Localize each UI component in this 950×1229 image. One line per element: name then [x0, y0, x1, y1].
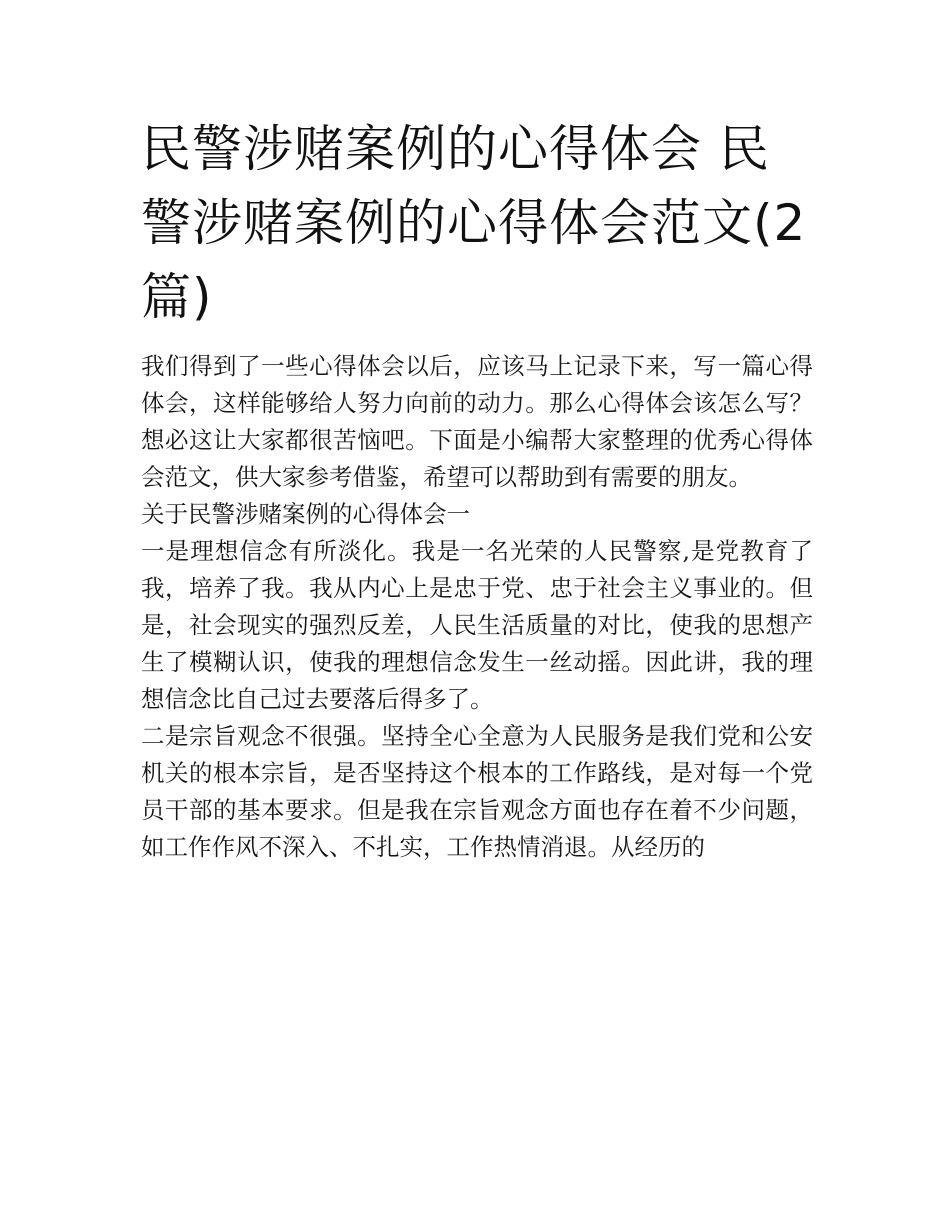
body-paragraph-1: 一是理想信念有所淡化。我是一名光荣的人民警察,是党教育了我，培养了我。我从内心上是忠于党、忠于社会主义事业的。但是，社会现实的强烈反差，人民生活质量的对比，使我的思想产生了模糊认识，使我的理想信念发生一丝动摇。因此讲，我的理想信念比自己过去要落后得多了。: [141, 537, 813, 713]
body-paragraph-2: 二是宗旨观念不很强。坚持全心全意为人民服务是我们党和公安机关的根本宗旨，是否坚持这个根本的工作路线，是对每一个党员干部的基本要求。但是我在宗旨观念方面也存在着不少问题，如工作作风不深入、不扎实，工作热情消退。从经历的: [141, 722, 813, 861]
section-heading: 关于民警涉赌案例的心得体会一: [141, 500, 470, 528]
document-title: 民警涉赌案例的心得体会 民警涉赌案例的心得体会范文(2篇): [141, 120, 807, 326]
intro-paragraph: 我们得到了一些心得体会以后，应该马上记录下来，写一篇心得体会，这样能够给人努力向前的动力。那么心得体会该怎么写？想必这让大家都很苦恼吧。下面是小编帮大家整理的优秀心得体会范文，供大家参考借鉴，希望可以帮助到有需要的朋友。: [141, 352, 813, 491]
document-body: [141, 112, 813, 866]
